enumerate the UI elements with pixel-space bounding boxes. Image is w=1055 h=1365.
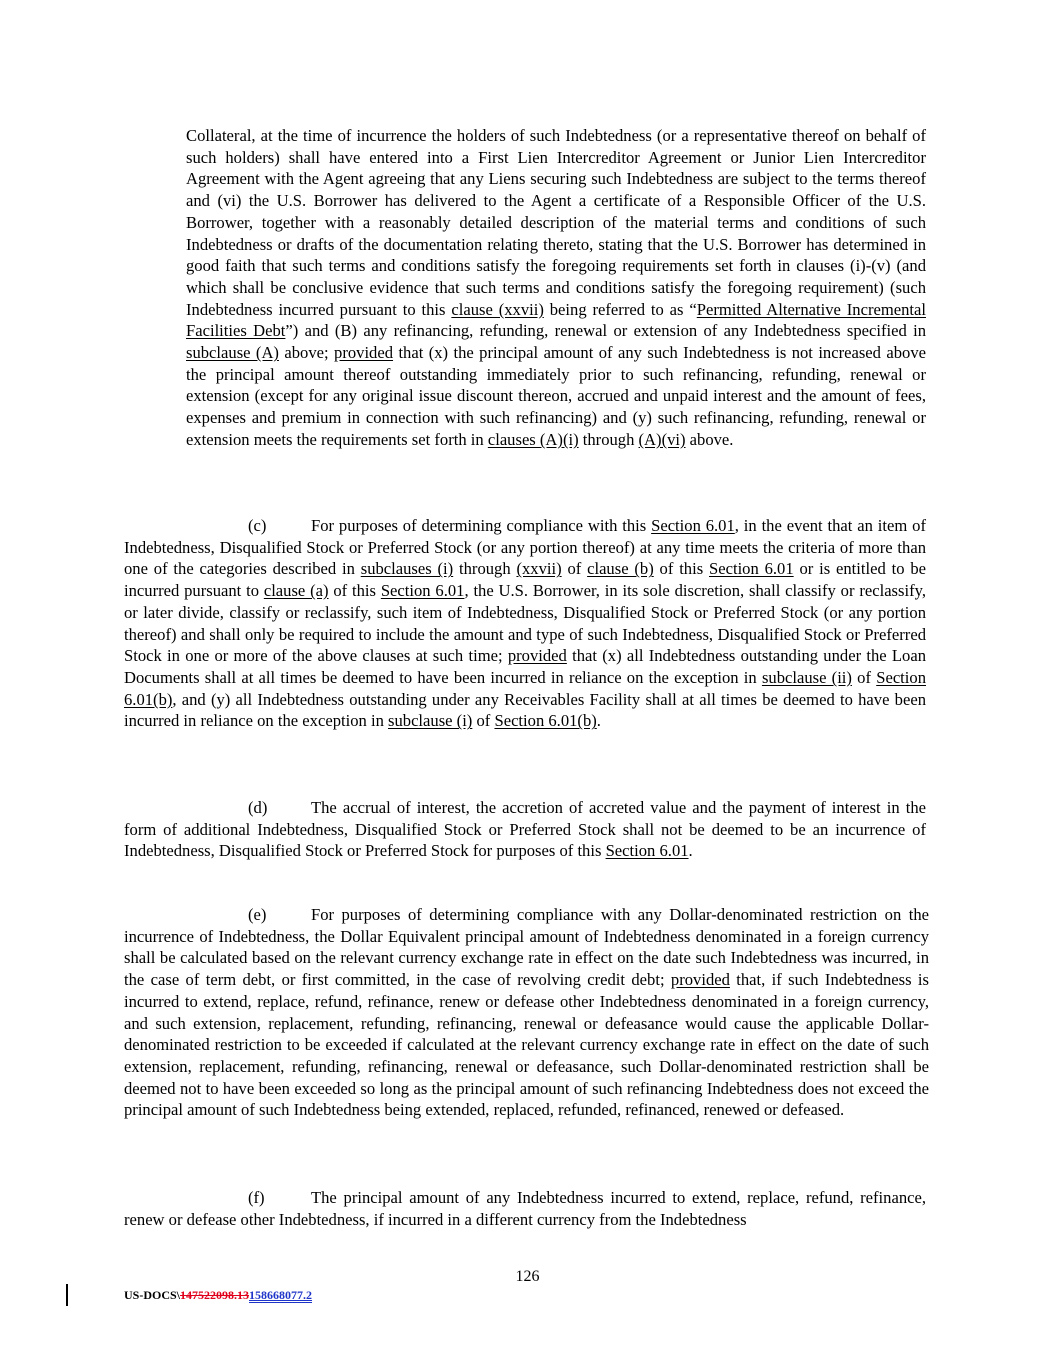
underlined-reference: Section 6.01 [380, 581, 465, 601]
underlined-reference: (xxvii) [516, 559, 562, 579]
underlined-reference: subclause (ii) [761, 667, 852, 687]
underlined-reference: (A)(vi) [638, 429, 686, 449]
paragraph-label: (f) [248, 1188, 265, 1207]
paragraph-label: (d) [248, 798, 268, 817]
paragraph-label: (e) [248, 905, 267, 924]
underlined-reference: clause (xxvii) [451, 299, 544, 319]
page-number: 126 [515, 1268, 540, 1285]
text-run: through [578, 429, 639, 449]
text-run: The accrual of interest, the accretion of accreted value and the payment of interest in the form of additional Indebtedness, Disqualified Stock or Preferred Stock shall not be deemed to be an incurrence of Indebtedness, Disqualified Stock or Preferred Stock for purposes of this [124, 798, 926, 861]
underlined-reference: subclause (i) [388, 711, 473, 731]
underlined-reference: clause (b) [587, 559, 654, 579]
defined-term: Permitted Alternative Incremental Facilities Debt [186, 299, 926, 341]
text-run: For purposes of determining compliance with this [311, 516, 652, 535]
paragraph-e [124, 904, 929, 1121]
revision-change-bar [66, 1284, 68, 1306]
paragraph-label: (c) [248, 516, 267, 535]
underlined-reference: subclause (A) [186, 343, 279, 363]
text-run: of [851, 667, 877, 687]
text-run: above. [685, 429, 734, 449]
underlined-reference: Section 6.01 [709, 559, 794, 579]
text-run: of [561, 559, 588, 579]
underlined-term: provided [334, 343, 394, 363]
underlined-term: provided [670, 970, 730, 990]
text-run: that (x) all Indebtedness outstanding under the Loan Documents shall at all times be deemed to have been incurred in reliance on the exception in [124, 646, 926, 687]
text-run: , the U.S. Borrower, in its sole discretion, shall classify or reclassify, or later divide, classify or reclassify, such item of Indebtedness, Disqualified Stock or Preferred Stock (or any portion thereof) and shall only be required to include the amount and type of such Indebtedness, Disqualified Stock or Preferred Stock in one or more of the above clauses at such time; [124, 581, 926, 666]
text-run: , and (y) all Indebtedness outstanding under any Receivables Facility shall at all times be deemed to have been incurred in reliance on the exception in [124, 689, 926, 731]
paragraph-d [124, 797, 926, 862]
text-run: of this [328, 581, 381, 601]
text-run: through [453, 559, 517, 579]
text-run: above; [278, 343, 335, 363]
underlined-reference: Section 6.01 [651, 516, 735, 535]
text-run: . [688, 841, 693, 861]
text-run: being referred to as “ [543, 299, 697, 319]
doc-id-prefix: US-DOCS\ [124, 1288, 181, 1302]
underlined-reference: subclauses (i) [360, 559, 454, 579]
doc-id-deleted: 147522098.13 [180, 1288, 250, 1302]
indented-paragraph-continuation [186, 125, 926, 451]
text-run: or is entitled to be incurred pursuant to [124, 559, 926, 601]
text-run: ”) and (B) any refinancing, refunding, renewal or extension of any Indebtedness specified in [285, 321, 926, 341]
text-run: , in the event that an item of Indebtedness, Disqualified Stock or Preferred Stock (or any portion thereof) at any time meets the criteria of more than one of the categories described in [124, 516, 926, 579]
underlined-term: provided [507, 646, 567, 666]
underlined-reference: Section 6.01(b) [124, 667, 926, 709]
text-run: of this [653, 559, 709, 579]
text-run: . [596, 711, 601, 731]
underlined-reference: clause (a) [263, 581, 329, 601]
text-run: that, if such Indebtedness is incurred to extend, replace, refund, refinance, renew or defease other Indebtedness denominated in a foreign currency, and such extension, replacement, refunding, refinancing, renewal or defeasance would cause the applicable Dollar-denominated restriction to be exceeded if calculated at the relevant currency exchange rate in effect on the date of such extension, replacement, refunding, refinancing, renewal or defeasance, such Dollar-denominated restriction shall be deemed not to have been exceeded so long as the principal amount of such refinancing Indebtedness does not exceed the principal amount of such Indebtedness being extended, replaced, refunded, refinanced, renewed or defeased. [124, 970, 929, 1120]
document-id-footer [124, 1288, 312, 1303]
underlined-reference: Section 6.01 [605, 841, 689, 861]
paragraph-f [124, 1187, 926, 1230]
text-run: of [472, 711, 495, 731]
text-run: that (x) the principal amount of any such Indebtedness is not increased above the principal amount thereof outstanding immediately prior to such refinancing, refunding, renewal or extension (except for any original issue discount thereon, accrued and unpaid interest and the amount of fees, expenses and premium in connection with such refinancing) and (y) such refinancing, refunding, renewal or extension meets the requirements set forth in [186, 343, 926, 449]
text-run: The principal amount of any Indebtedness incurred to extend, replace, refund, refinance, renew or defease other Indebtedness, if incurred in a different currency from the Indebtedness [124, 1188, 926, 1229]
text-run: For purposes of determining compliance with any Dollar-denominated restriction on the incurrence of Indebtedness, the Dollar Equivalent principal amount of Indebtedness denominated in a foreign currency shall be calculated based on the relevant currency exchange rate in effect on the date such Indebtedness was incurred, in the case of term debt, or first committed, in the case of revolving credit debt; [124, 905, 929, 990]
doc-id-inserted: 158668077.2 [249, 1288, 313, 1302]
underlined-reference: clauses (A)(i) [487, 429, 579, 449]
text-run: Collateral, at the time of incurrence the holders of such Indebtedness (or a representative thereof on behalf of such holders) shall have entered into a First Lien Intercreditor Agreement or Junior Lien Intercreditor Agreement with the Agent agreeing that any Liens securing such Indebtedness are subject to the terms thereof and (vi) the U.S. Borrower has delivered to the Agent a certificate of a Responsible Officer of the U.S. Borrower, together with a reasonably detailed description of the material terms and conditions of such Indebtedness or drafts of the documentation relating thereto, stating that the U.S. Borrower has determined in good faith that such terms and conditions satisfy the foregoing requirements set forth in clauses (i)-(v) (and which shall be conclusive evidence that such terms and conditions satisfy the foregoing requirement) (such Indebtedness incurred pursuant to this [186, 126, 926, 319]
underlined-reference: Section 6.01(b) [494, 711, 597, 731]
paragraph-c [124, 515, 926, 732]
